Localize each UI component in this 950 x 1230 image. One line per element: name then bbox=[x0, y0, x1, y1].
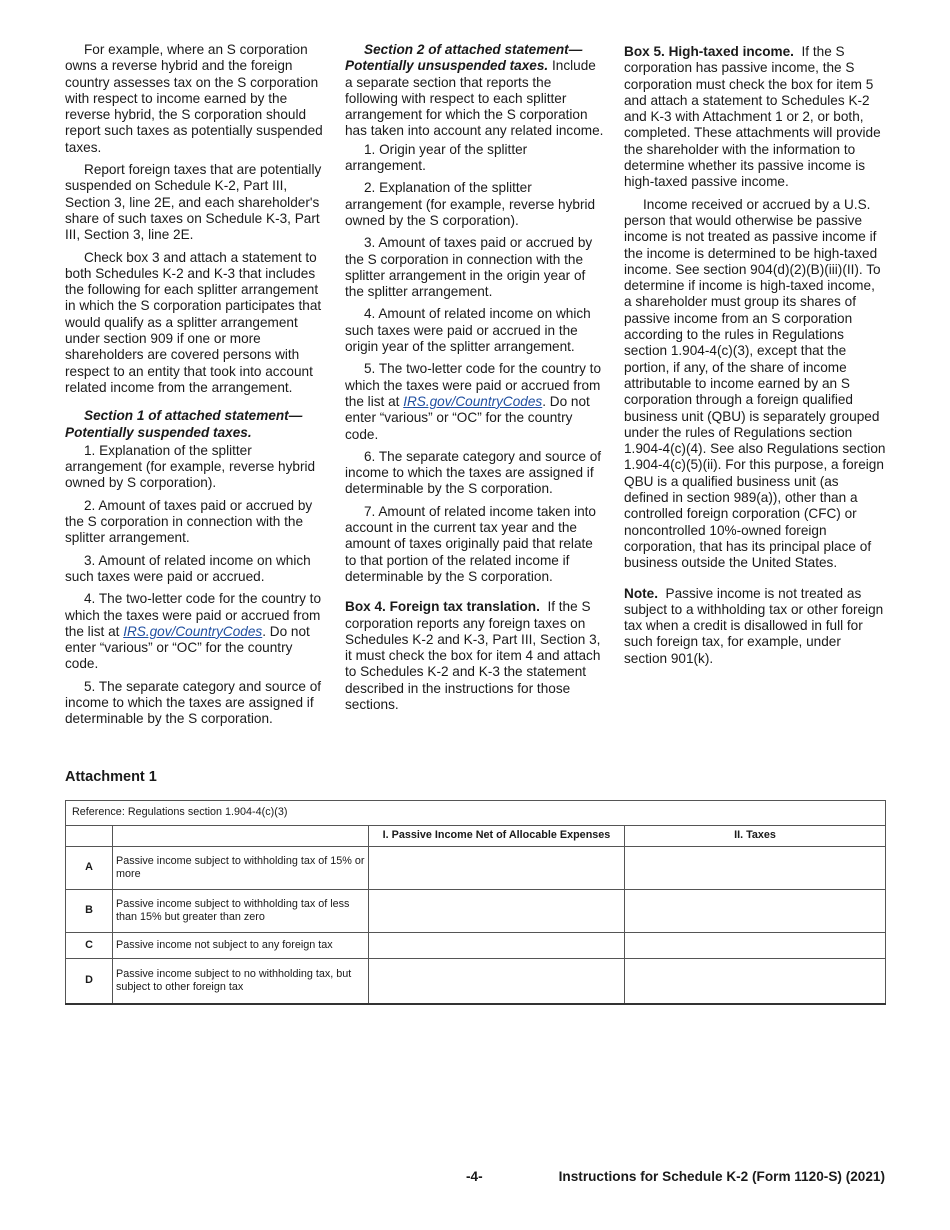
paragraph: Check box 3 and attach a statement to both Schedules K-2 and K-3 that includes the following for each splitter arrangement in which the S corporation participates that would qualify as a splitter arrangement under section 909 if one or more shareholders are covered persons with respect to an entity that took into account related income from the arrangement. bbox=[65, 249, 322, 395]
attachment-1-table bbox=[65, 800, 886, 1005]
box-5-text: If the S corporation has passive income, the S corporation must check the box for item 5 and attach a statement to Schedules K-2 and K-3 with Attachment 1 or 2, or both, completed. These attachments will provide the shareholder with the information to determine whether its passive income is high-taxed passive income. bbox=[624, 44, 881, 190]
section-2-block bbox=[345, 42, 607, 140]
list-item: 3. Amount of related income on which such taxes were paid or accrued. bbox=[65, 552, 311, 584]
list-item: 1. Origin year of the splitter arrangement. bbox=[345, 141, 528, 174]
box-4-text: If the S corporation reports any foreign taxes on Schedules K-2 and K-3, Part III, Section 3, it must check the box for item 4 and attach to Schedules K-2 and K-3 the statement described in the instructions for those sections. bbox=[345, 599, 601, 712]
list-item: 2. Explanation of the splitter arrangement (for example, reverse hybrid owned by the S corporation). bbox=[345, 180, 596, 228]
paragraph: Income received or accrued by a U.S. person that would otherwise be passive income is not treated as passive income if the income is determined to be high-taxed income. See section 904(d)(2)(B)(iii)(II). To determine if income is high-taxed income, a shareholder must group its shares of passive income from an S corporation according to the rules in Regulations section 1.904-4(c)(3), except that the portion, if any, of the share of income attributable to income earned by an S corporation through a foreign qualified business unit (QBU) is separately grouped under the rules of Regulations section 1.904-4(c)(4). See also Regulations section 1.904-4(c)(5)(ii). For this purpose, a foreign QBU is a qualified business unit (as defined in section 989(a)), other than a controlled foreign corporation (CFC) or noncontrolled 10%-owned foreign corporation, that has its principal place of business outside the United States. bbox=[624, 196, 886, 571]
paragraph: For example, where an S corporation owns a reverse hybrid and the foreign country assesses tax on the S corporation with respect to income earned by the reverse hybrid, the S corporation should report such taxes as potentially suspended taxes. bbox=[65, 42, 323, 155]
list-item: 7. Amount of related income taken into account in the current tax year and the amount of taxes originally paid that relate to that portion of the related income if determinable by the S corporation. bbox=[345, 503, 596, 584]
row-letter: A bbox=[66, 847, 113, 890]
note-heading: Note. bbox=[624, 585, 658, 601]
text-column-1 bbox=[65, 42, 327, 734]
paragraph: Report foreign taxes that are potentially suspended on Schedule K-2, Part III, Section 3, line 2E, and each shareholder's share of such taxes on Schedule K-3, Part III, Section 3, line 2E. bbox=[65, 162, 322, 243]
item-text: . Do not enter “various” or “OC” for the country code. bbox=[65, 623, 310, 672]
section-2-heading: Section 2 of attached statement—Potentially unsuspended taxes. bbox=[345, 42, 583, 74]
list-item: 4. Amount of related income on which such taxes were paid or accrued in the origin year of the splitter arrangement. bbox=[345, 306, 591, 355]
passive-income-cell[interactable] bbox=[369, 959, 625, 1005]
taxes-cell[interactable] bbox=[625, 890, 886, 933]
section-1-heading: Section 1 of attached statement—Potentially suspended taxes. bbox=[65, 408, 303, 440]
item-text: 4. The two-letter code for the country to which the taxes were paid or accrued from the list at bbox=[65, 591, 322, 639]
list-item: 6. The separate category and source of income to which the taxes are assigned if determinable by the S corporation. bbox=[345, 448, 602, 497]
header-cell-empty bbox=[113, 826, 369, 847]
header-cell-empty bbox=[66, 826, 113, 847]
taxes-cell[interactable] bbox=[625, 847, 886, 890]
table-row bbox=[66, 933, 886, 959]
item-text: 5. The two-letter code for the country to which the taxes were paid or accrued from the list at bbox=[345, 361, 602, 409]
column-header-passive-income: I. Passive Income Net of Allocable Expenses bbox=[369, 826, 625, 847]
table-row bbox=[66, 890, 886, 933]
attachment-title: Attachment 1 bbox=[65, 769, 157, 785]
list-item: 2. Amount of taxes paid or accrued by the S corporation in connection with the splitter arrangement. bbox=[65, 497, 313, 546]
country-codes-link[interactable]: IRS.gov/CountryCodes bbox=[403, 393, 543, 409]
box-4-heading: Box 4. Foreign tax translation. bbox=[345, 599, 540, 615]
row-letter: B bbox=[66, 890, 113, 933]
passive-income-cell[interactable] bbox=[369, 933, 625, 959]
reference-cell: Reference: Regulations section 1.904-4(c)(3) bbox=[66, 801, 886, 826]
form-title: Instructions for Schedule K-2 (Form 1120-S) (2021) bbox=[558, 1169, 885, 1184]
box-5-paragraph bbox=[624, 44, 886, 191]
passive-income-cell[interactable] bbox=[369, 847, 625, 890]
taxes-cell[interactable] bbox=[625, 959, 886, 1005]
box-4-paragraph bbox=[345, 599, 607, 713]
row-letter: D bbox=[66, 959, 113, 1005]
box-5-heading: Box 5. High-taxed income. bbox=[624, 44, 794, 59]
row-letter: C bbox=[66, 933, 113, 959]
table-row bbox=[66, 847, 886, 890]
passive-income-cell[interactable] bbox=[369, 890, 625, 933]
list-item: 3. Amount of taxes paid or accrued by the S corporation in connection with the splitter arrangement in the origin year of the splitter arrangement. bbox=[345, 235, 593, 300]
list-item bbox=[65, 591, 327, 672]
page-number: -4- bbox=[466, 1169, 483, 1184]
table-row bbox=[66, 959, 886, 1005]
list-item: 1. Explanation of the splitter arrangement (for example, reverse hybrid owned by S corporation). bbox=[65, 442, 316, 491]
column-header-taxes: II. Taxes bbox=[625, 826, 886, 847]
note-paragraph bbox=[624, 586, 886, 667]
section-2-intro: Include a separate section that reports the following with respect to each splitter arrangement for which the S corporation has taken into account any related income. bbox=[345, 58, 604, 139]
row-description: Passive income subject to no withholding tax, but subject to other foreign tax bbox=[113, 959, 369, 1005]
country-codes-link[interactable]: IRS.gov/CountryCodes bbox=[123, 623, 263, 639]
list-item bbox=[345, 361, 607, 442]
row-description: Passive income not subject to any foreign tax bbox=[113, 933, 369, 959]
row-description: Passive income subject to withholding tax of less than 15% but greater than zero bbox=[113, 890, 369, 933]
taxes-cell[interactable] bbox=[625, 933, 886, 959]
item-text: . Do not enter “various” or “OC” for the country code. bbox=[345, 393, 590, 442]
text-column-2 bbox=[345, 42, 607, 719]
text-column-3 bbox=[624, 42, 886, 673]
row-description: Passive income subject to withholding tax of 15% or more bbox=[113, 847, 369, 890]
list-item: 5. The separate category and source of income to which the taxes are assigned if determinable by the S corporation. bbox=[65, 678, 322, 727]
note-text: Passive income is not treated as subject to a withholding tax or other foreign tax when a credit is disallowed in full for such foreign tax, for example, under section 901(k). bbox=[624, 585, 884, 666]
